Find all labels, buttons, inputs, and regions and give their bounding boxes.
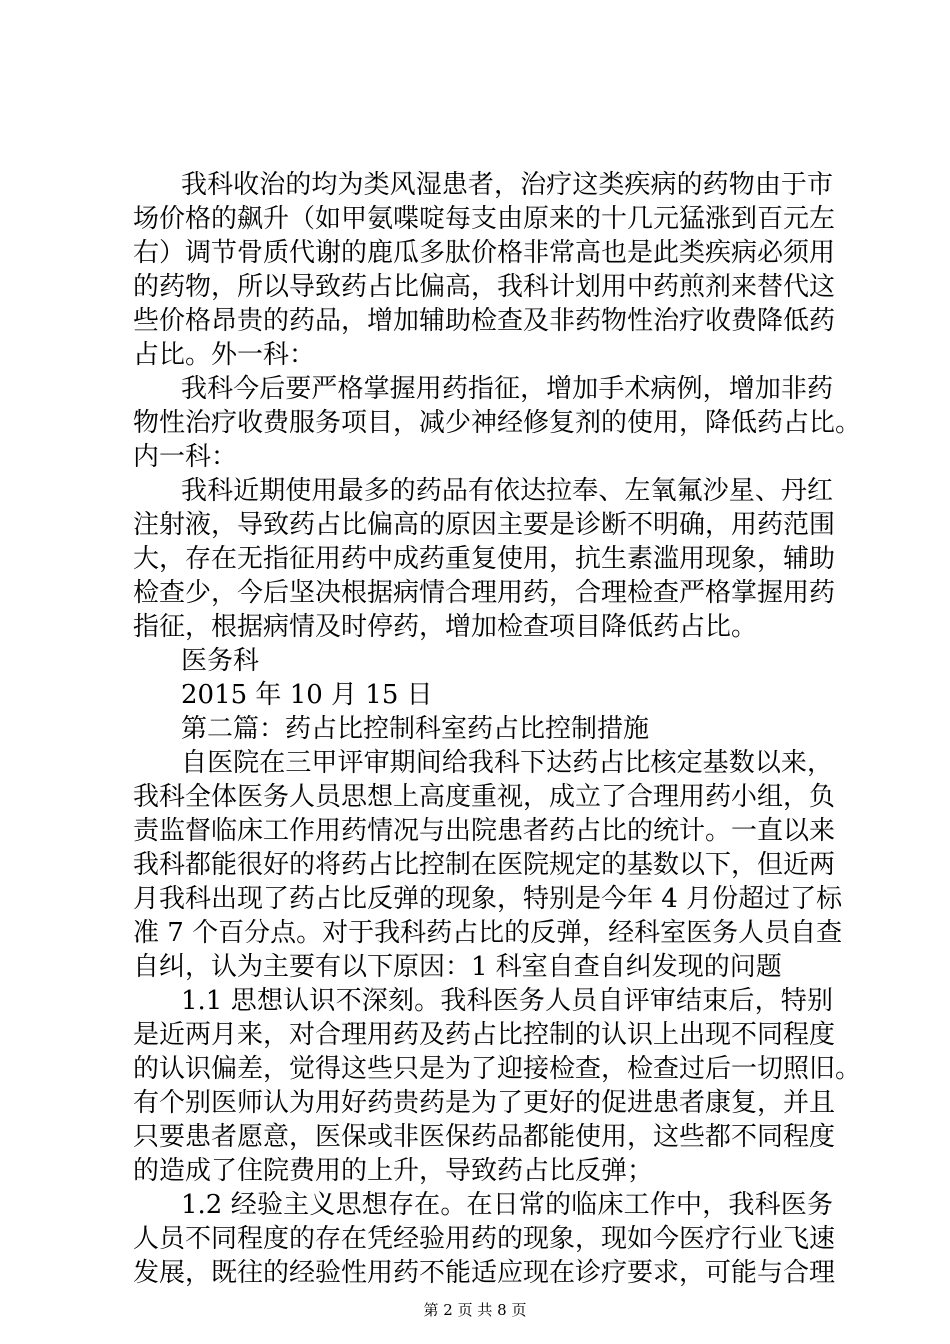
signature-date: 2015 年 10 月 15 日 [181,680,433,710]
paragraph-line: 自医院在三甲评审期间给我科下达药占比核定基数以来， [181,748,833,778]
page-number: 第 2 页 共 8 页 [423,1301,527,1319]
paragraph-line: 大，存在无指征用药中成药重复使用，抗生素滥用现象，辅助 [133,544,836,574]
paragraph-line: 注射液，导致药占比偏高的原因主要是诊断不明确，用药范围 [133,510,836,540]
signature-department: 医务科 [181,646,260,676]
paragraph-line: 检查少，今后坚决根据病情合理用药，合理检查严格掌握用药 [133,578,836,608]
paragraph-line: 责监督临床工作用药情况与出院患者药占比的统计。一直以来 [133,816,836,846]
paragraph-line: 我科今后要严格掌握用药指征，增加手术病例，增加非药 [181,374,833,404]
paragraph-line: 只要患者愿意，医保或非医保药品都能使用，这些都不同程度 [133,1122,836,1152]
paragraph-line: 1.2 经验主义思想存在。在日常的临床工作中，我科医务 [181,1190,833,1220]
paragraph-line: 右）调节骨质代谢的鹿瓜多肽价格非常高也是此类疾病必须用 [133,238,836,268]
paragraph-line: 占比。外一科： [133,340,316,370]
paragraph-line: 指征，根据病情及时停药，增加检查项目降低药占比。 [133,612,758,642]
paragraph-line: 的认识偏差，觉得这些只是为了迎接检查，检查过后一切照旧。 [133,1054,862,1084]
paragraph-line: 1.1 思想认识不深刻。我科医务人员自评审结束后，特别 [181,986,833,1016]
paragraph-line: 的造成了住院费用的上升，导致药占比反弹； [133,1156,654,1186]
paragraph-line: 人员不同程度的存在凭经验用药的现象，现如今医疗行业飞速 [133,1224,836,1254]
paragraph-line: 自纠，认为主要有以下原因：1 科室自查自纠发现的问题 [133,952,782,982]
paragraph-line: 我科收治的均为类风湿患者，治疗这类疾病的药物由于市 [181,170,833,200]
paragraph-line: 物性治疗收费服务项目，减少神经修复剂的使用，降低药占比。 [133,408,862,438]
paragraph-line: 些价格昂贵的药品，增加辅助检查及非药物性治疗收费降低药 [133,306,836,336]
paragraph-line: 的药物，所以导致药占比偏高，我科计划用中药煎剂来替代这 [133,272,836,302]
section-heading: 第二篇：药占比控制科室药占比控制措施 [181,714,650,744]
paragraph-line: 发展，既往的经验性用药不能适应现在诊疗要求，可能与合理 [133,1258,836,1288]
paragraph-line: 有个别医师认为用好药贵药是为了更好的促进患者康复，并且 [133,1088,836,1118]
paragraph-line: 准 7 个百分点。对于我科药占比的反弹，经科室医务人员自查 [133,918,843,948]
paragraph-line: 场价格的飙升（如甲氨喋啶每支由原来的十几元猛涨到百元左 [133,204,836,234]
paragraph-line: 内一科： [133,442,238,472]
paragraph-line: 是近两月来，对合理用药及药占比控制的认识上出现不同程度 [133,1020,836,1050]
paragraph-line: 月我科出现了药占比反弹的现象，特别是今年 4 月份超过了标 [133,884,843,914]
paragraph-line: 我科都能很好的将药占比控制在医院规定的基数以下，但近两 [133,850,836,880]
paragraph-line: 我科全体医务人员思想上高度重视，成立了合理用药小组，负 [133,782,836,812]
document-body [133,168,862,1290]
paragraph-line: 我科近期使用最多的药品有依达拉奉、左氧氟沙星、丹红 [181,476,833,506]
